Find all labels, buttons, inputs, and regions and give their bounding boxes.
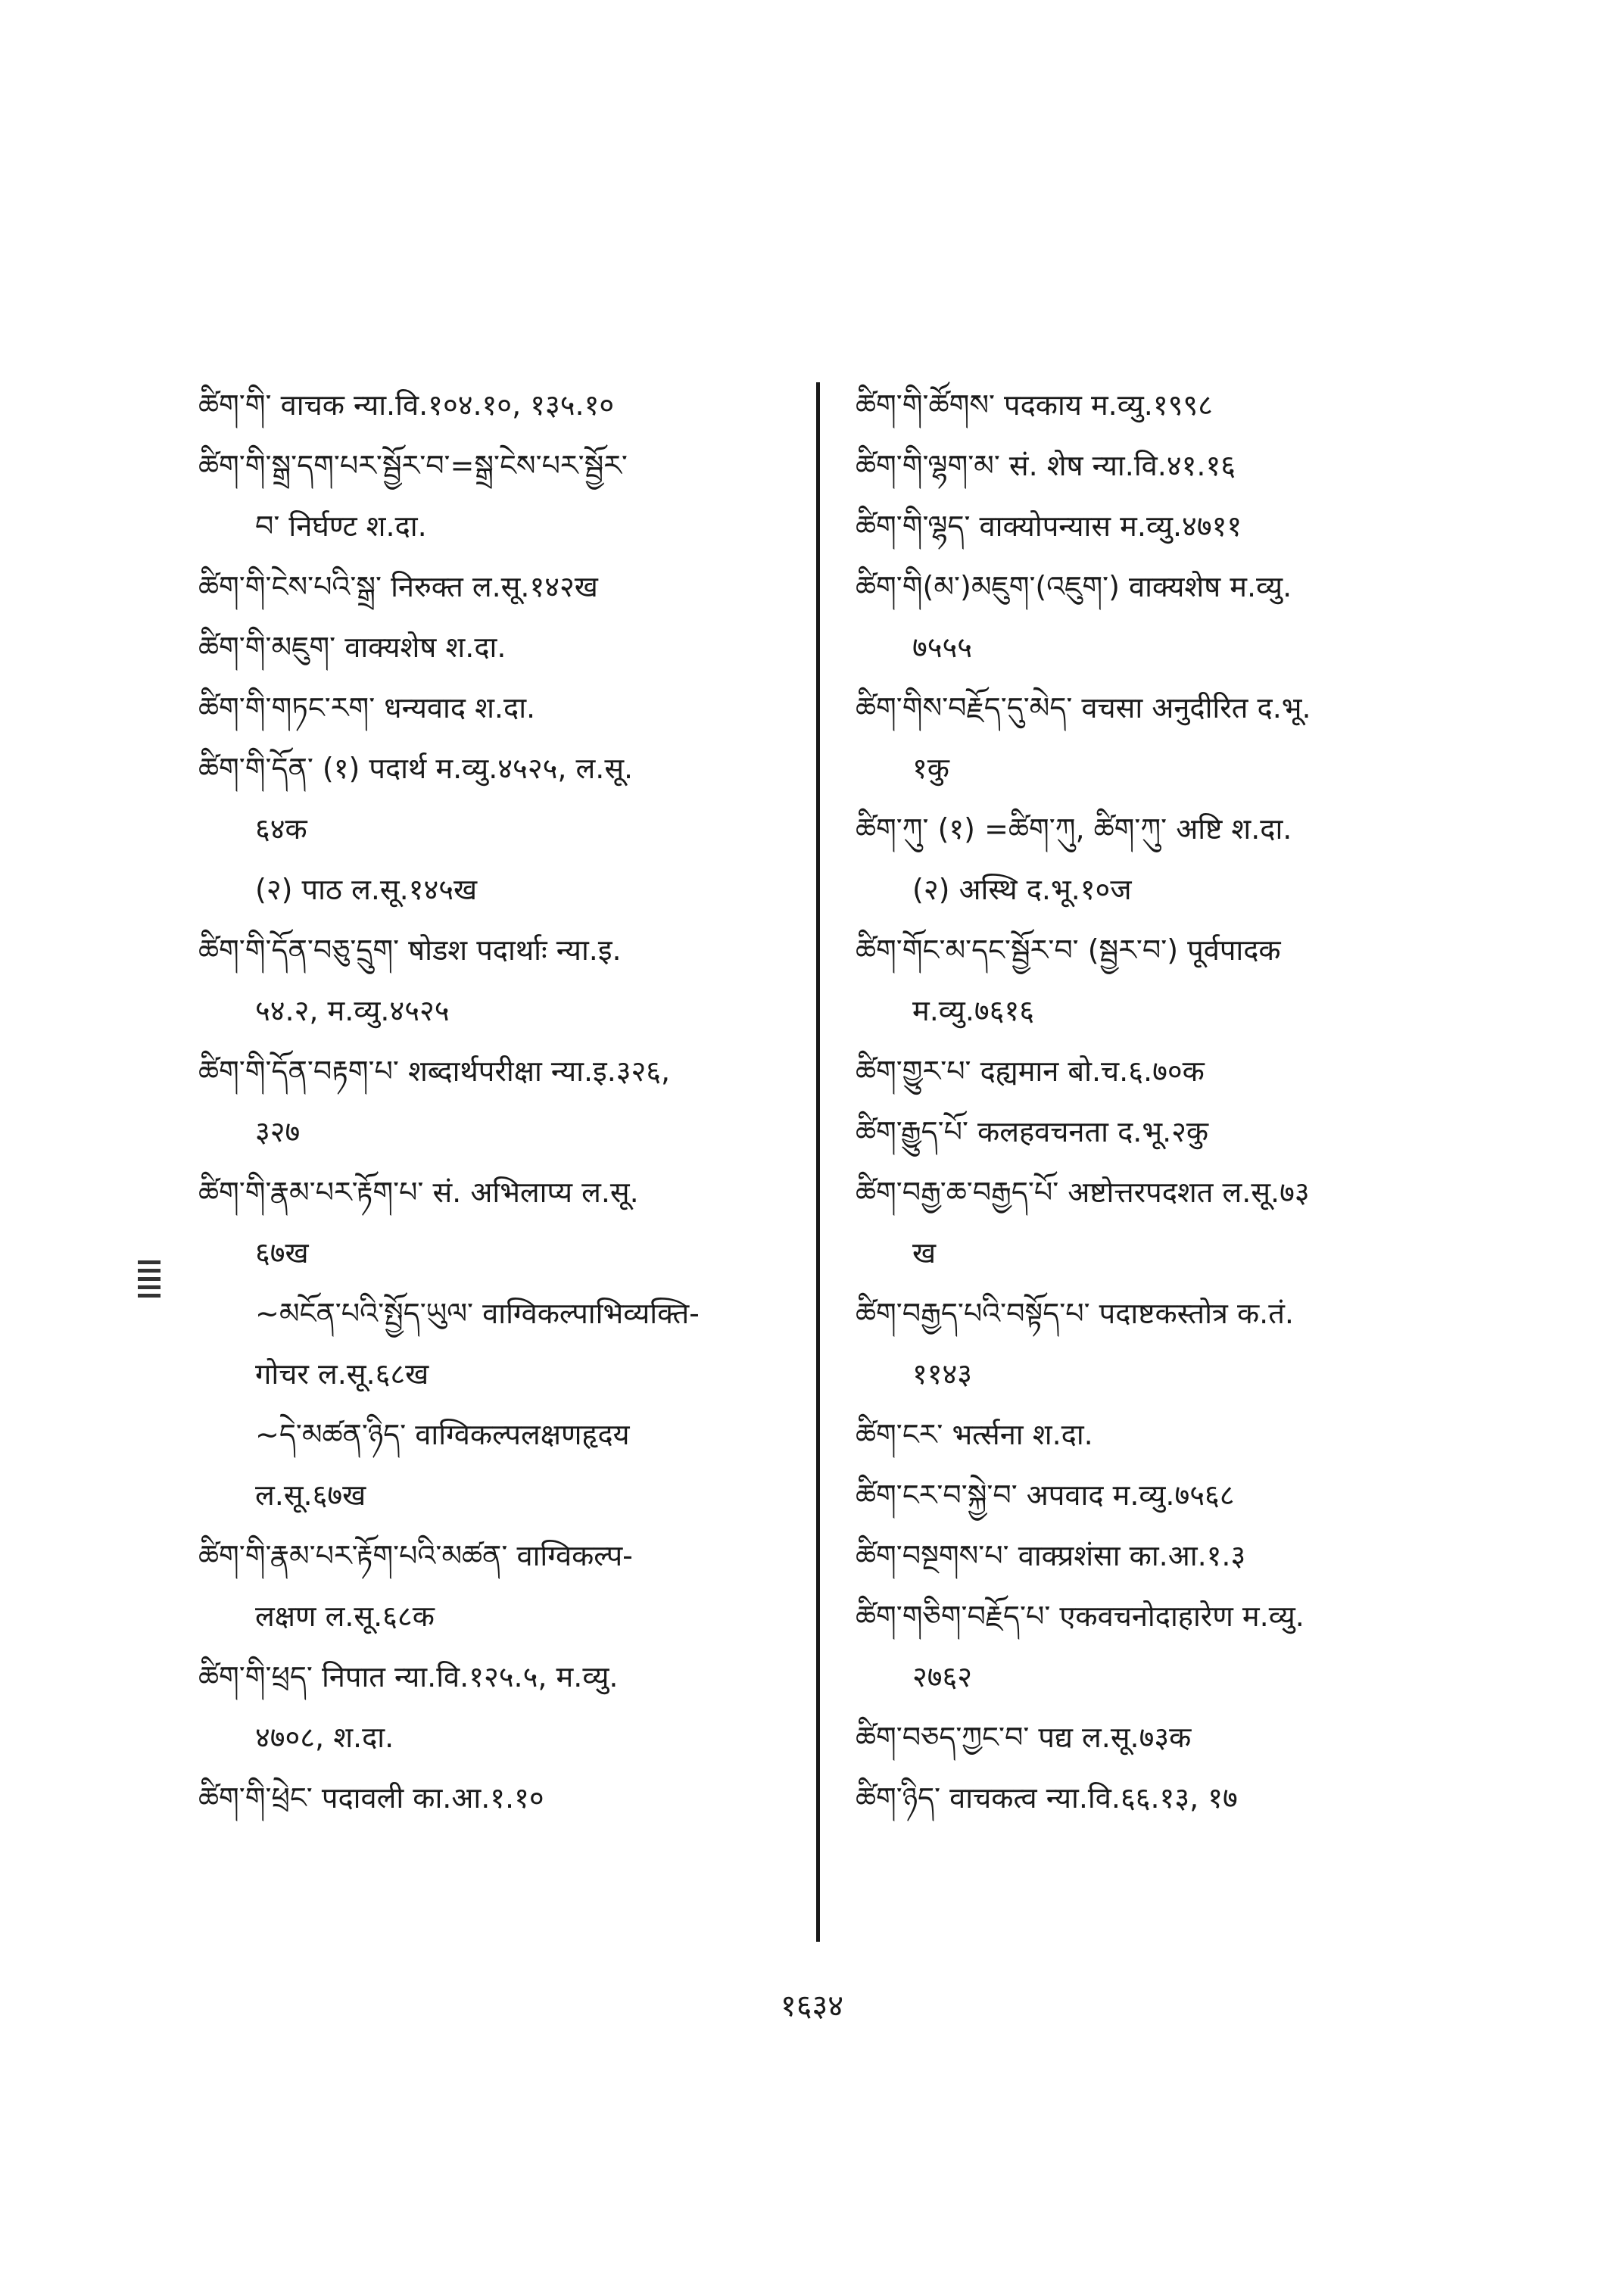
entry-line: ཚིག་རྒྱུད་པོ་ कलहवचनता द.भू.२कु [856,1115,1209,1148]
dictionary-entry [856,375,1461,435]
column-divider [816,382,820,1942]
entry-line: ཚིག་གི་ཕྲེང་ पदावली का.आ.१.१० [198,1781,544,1815]
entry-line: ཚིག་གི་སྒྲ་དག་པར་སྦྱོར་བ་=སྒྲ་ངེས་པར་སྦྱོར་ [198,449,628,482]
entry-line: ཚིག་བརྒྱད་པའི་བསྟོད་པ་ पदाष्टकस्तोत्र क.तं. [856,1297,1294,1330]
dictionary-entry [198,1162,789,1283]
dictionary-entry [856,859,1461,920]
entry-line: ཚིག་གི་མཇུག་ वाक्यशेष श.दा. [198,631,507,664]
entry-line: ཚིག་ངར་བ་སྐྱེ་བ་ अपवाद म.व्यु.७५६८ [856,1478,1235,1512]
right-column [856,375,1461,1828]
entry-line: ཚིག་གི་དོན་བརྟག་པ་ शब्दार्थपरीक्षा न्या.इ.३२६, [198,1055,671,1088]
entry-line: ཚིག་གིས་བརྗོད་དུ་མེད་ वचसा अनुदीरित द.भू. [856,691,1311,724]
entry-line: ३२७ [255,1115,301,1148]
entry-line: ཚིག་གི་ वाचक न्या.वि.१०४.१०, १३५.१० [198,388,615,422]
dictionary-entry [856,1768,1461,1828]
entry-line: ६४क [255,812,307,846]
entry-line: (२) अस्थि द.भू.१०ज [912,873,1132,906]
entry-line: ७५५५ [912,631,973,664]
entry-line: १कु [912,752,949,785]
dictionary-entry [856,435,1461,496]
entry-line: ཚིག་གི་ངེས་པའི་སྒྲ་ निरुक्त ल.सू.१४२ख [198,570,598,603]
dictionary-entry [856,1707,1461,1768]
dictionary-entry [856,1162,1461,1283]
dictionary-entry [198,375,789,435]
entry-line: लक्षण ल.सू.६८क [255,1600,435,1633]
entry-line: ཚིག་གི་དོན་བཅུ་དྲུག་ षोडश पदार्थाः न्या.इ. [198,933,622,967]
dictionary-entry [856,1101,1461,1162]
entry-line: ཚིག་ཀུ་ (१) =ཚིག་ཀུ, ཚིག་ཀུ་ अष्टि श.दा. [856,812,1292,846]
dictionary-entry [856,1041,1461,1101]
dictionary-entry [856,1586,1461,1707]
entry-line: ख [912,1236,937,1270]
entry-line: ४७०८, श.दा. [255,1721,394,1754]
dictionary-entry [198,1768,789,1828]
entry-line: ཚིག་བརྒྱ་ཆ་བརྒྱད་པོ་ अष्टोत्तरपदशत ल.सू.७३ [856,1176,1310,1209]
dictionary-entry [198,1647,789,1768]
entry-line: ६७ख [255,1236,309,1270]
entry-line: ཚིག་བསྔགས་པ་ वाक्प्रशंसा का.आ.१.३ [856,1539,1246,1572]
dictionary-entry [856,678,1461,799]
entry-line: ११४३ [912,1357,973,1391]
dictionary-entry [856,556,1461,678]
left-column [198,375,789,1828]
dictionary-entry [198,435,789,556]
entry-line: ~དེ་མཚན་ཉིད་ वाग्विकल्पलक्षणहृदय [255,1418,630,1451]
entry-line: ཚིག་བཅད་ཀྱང་བ་ पद्य ल.सू.७३क [856,1721,1192,1754]
entry-line: ཚིག་གི(མ་)མཇུག་(འཇུག་) वाक्यशेष म.व्यु. [856,570,1292,603]
entry-line: ~མངོན་པའི་སྤྱོད་ཡུལ་ वाग्विकल्पाभिव्यक्ति- [255,1297,700,1330]
entry-line: ཚིག་གི་རྣམ་པར་རྟོག་པ་ सं. अभिलाप्य ल.सू. [198,1176,639,1209]
entry-line: བ་ निर्घण्ट श.दा. [255,509,427,543]
entry-line: ཚིག་གི་ཕྲད་ निपात न्या.वि.१२५.५, म.व्यु. [198,1660,619,1693]
entry-line: ཚིག་གྱུར་པ་ दह्यमान बो.च.६.७०क [856,1055,1205,1088]
margin-mark [138,1260,161,1304]
entry-line: ल.सू.६७ख [255,1478,366,1512]
dictionary-entry [198,617,789,678]
entry-line: ཚིག་གི་ཚོགས་ पदकाय म.व्यु.१९९८ [856,388,1213,422]
entry-line: ཚིག་གི་ལྷག་མ་ सं. शेष न्या.वि.४१.१६ [856,449,1236,482]
dictionary-entry [198,678,789,738]
dictionary-entry [198,1041,789,1162]
dictionary-entry [856,1283,1461,1404]
entry-line: ५४.२, म.व्यु.४५२५ [255,994,450,1027]
entry-line: (२) पाठ ल.सू.१४५ख [255,873,478,906]
entry-line: २७६२ [912,1660,973,1693]
dictionary-entry [198,859,789,920]
page-number: १६३४ [780,1989,844,2024]
entry-line: ཚིག་ཉིད་ वाचकत्व न्या.वि.६६.१३, १७ [856,1781,1238,1815]
dictionary-entry [856,799,1461,859]
entry-line: गोचर ल.सू.६८ख [255,1357,429,1391]
entry-line: म.व्यु.७६१६ [912,994,1034,1027]
dictionary-entry [856,1465,1461,1525]
dictionary-entry [856,1525,1461,1586]
dictionary-entry [198,1525,789,1647]
dictionary-entry [198,556,789,617]
dictionary-entry [198,1283,789,1404]
entry-line: ཚིག་གཅིག་བརྗོད་པ་ एकवचनोदाहारेण म.व्यु. [856,1600,1304,1633]
entry-line: ཚིག་གོང་མ་དང་སྦྱོར་བ་ (སྦྱར་བ་) पूर्वपादक [856,933,1281,967]
entry-line: ཚིག་གི་ལྷད་ वाक्योपन्यास म.व्यु.४७११ [856,509,1242,543]
entry-line: ཚིག་གི་དོན་ (१) पदार्थ म.व्यु.४५२५, ल.सू. [198,752,634,785]
dictionary-entry [198,1404,789,1525]
entry-line: ཚིག་གི་གཏང་རག་ धन्यवाद श.दा. [198,691,536,724]
dictionary-entry [856,1404,1461,1465]
dictionary-entry [198,738,789,859]
dictionary-entry [198,920,789,1041]
dictionary-entry [856,920,1461,1041]
entry-line: ཚིག་ངར་ भर्त्सना श.दा. [856,1418,1093,1451]
dictionary-entry [856,496,1461,556]
entry-line: ཚིག་གི་རྣམ་པར་རྟོག་པའི་མཚན་ वाग्विकल्प- [198,1539,633,1572]
